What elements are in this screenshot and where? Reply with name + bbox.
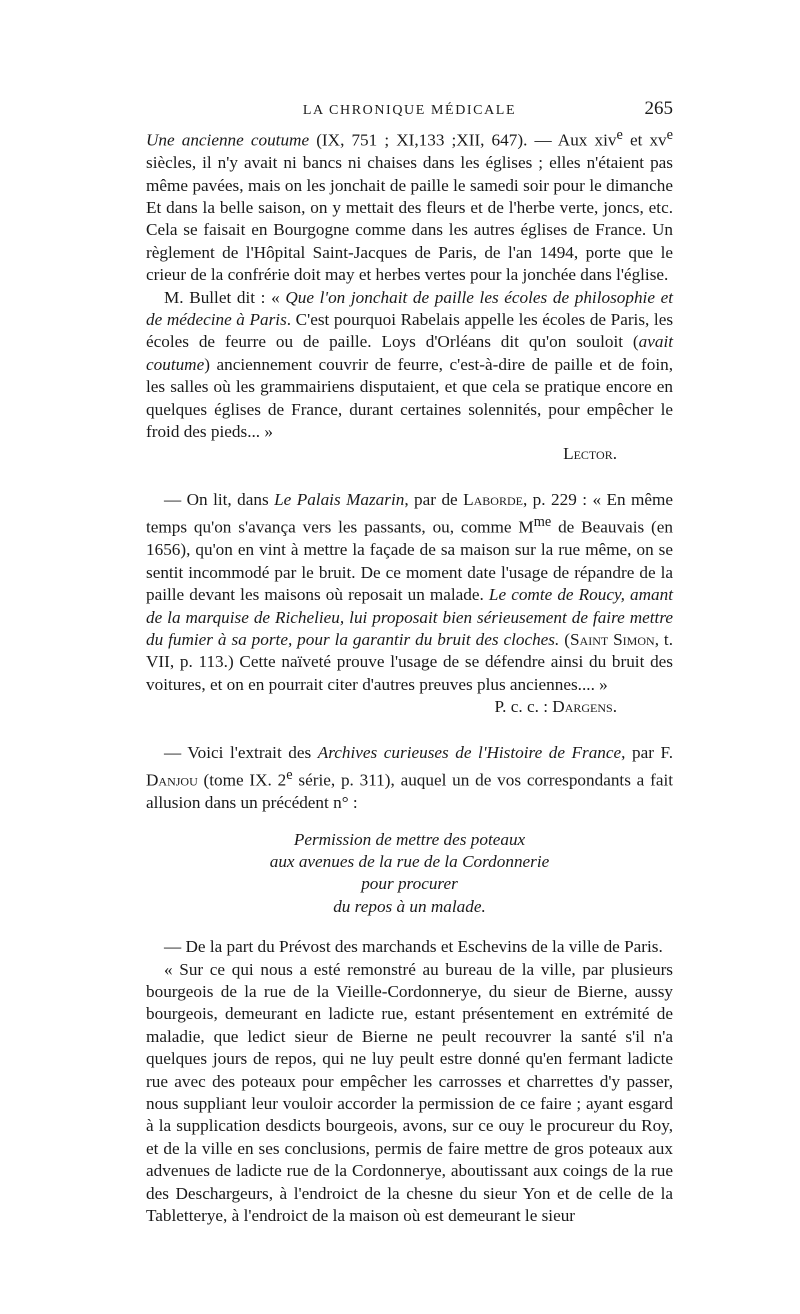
superscript: e — [666, 127, 674, 143]
running-title: LA CHRONIQUE MÉDICALE — [302, 103, 517, 118]
conjunction: et — [622, 130, 650, 150]
cited-author: Saint Simon — [569, 630, 655, 649]
signature-lector: Lector. — [563, 444, 617, 464]
superscript: me — [533, 514, 552, 531]
paragraph-text: (tome IX. 2 — [197, 770, 287, 790]
paragraph-text: M. Bullet dit : « — [164, 287, 286, 307]
paragraph-text: de Beauvais (en 1656), qu'on en vint à mettre la façade de sa maison sur la rue même, on se sentit incommodé par le bruit. De ce moment date l'usage de répandre de la paille devant les maisons où reposait un malade. — [146, 517, 673, 605]
paragraph-palais-mazarin — [146, 489, 673, 696]
quote-italic: Le comte de Roucy, amant de la marquise de Richelieu, lui proposait bien sérieusement de faire mettre du fumier à sa porte, pour la garantir du bruit des cloches. — [146, 585, 674, 649]
paragraph-text: ) anciennement couvrir de feurre, c'est-à-dire de paille et de foin, les salles où les grammairiens disputaient, et que cela se pratique encore en quelques églises de France, durant certaines solennités, pour empêcher le froid des pieds... » — [146, 354, 673, 442]
paragraph-text: , p. 229 : « En même temps qu'on s'avança vers les passants, ou, comme M — [146, 489, 673, 537]
paragraph-archives — [146, 742, 673, 815]
book-page — [146, 98, 673, 1227]
document-title — [146, 829, 673, 919]
quote-italic: avait coutume — [146, 332, 673, 374]
reference: (IX, 751 ; XI,133 ;XII, 647). — Aux — [309, 130, 595, 150]
page-body — [146, 124, 673, 1227]
section-gap — [146, 719, 673, 742]
paragraph-bullet — [146, 287, 673, 444]
title-line: pour procurer — [361, 874, 458, 894]
author-name: Laborde — [463, 489, 523, 509]
title-line: Permission de mettre des poteaux — [293, 829, 526, 849]
page-number: 265 — [644, 98, 673, 119]
title-line: aux avenues de la rue de la Cordonnerie — [269, 851, 550, 871]
paragraph-ancienne-coutume — [146, 124, 673, 287]
paragraph-text: , par de — [404, 489, 464, 509]
paragraph-remonstre: « Sur ce qui nous a esté remonstré au bureau de la ville, par plusieurs bourgeois de la rue de la Vieille-Cordonnerye, du sieur de Bierne, aussy bourgeois, demeurant en ladicte rue, estant présentement en extrémité de maladie, que ledict sieur de Bierne ne peult recouvrer la santé s'il n'a quelques jours de repos, qui ne luy peult estre donné qu'en fermant ladicte rue avec des poteaux pour empêcher les carrosses et charrettes d'y passer, nous suppliant leur vouloir accorder la permission de ce faire ; ayant esgard à la supplication desdicts bourgeois, avons, sur ce ouy le procureur du Roy, et de la ville en ses conclusions, permis de faire mettre de gros poteaux aux advenues de ladicte rue de la Cordonnerye, aboutissant aux coings de la rue des Deschargeurs, à l'endroict de la chesne du sieur Yon et de celle de la Tabletterye, à l'endroict de la maison où est demeurant le sieur — [146, 959, 673, 1226]
title-line: du repos à un malade. — [333, 896, 486, 916]
signature-name: Dargens. — [552, 697, 617, 717]
quote-italic: Que l'on jonchait de paille les écoles de philosophie et de médecine à Paris — [146, 287, 673, 329]
superscript: e — [616, 127, 623, 143]
archives-title: Archives curieuses de l'Histoire de France — [317, 742, 622, 762]
paragraph-text: — Voici l'extrait des — [164, 742, 318, 762]
century-xv: xv — [649, 130, 667, 150]
book-title: Le Palais Mazarin — [274, 489, 405, 509]
section-gap — [146, 466, 673, 489]
article-title: Une ancienne coutume — [146, 130, 310, 150]
signature-prefix: P. c. c. : — [494, 697, 553, 717]
paragraph-text: . C'est pourquoi Rabelais appelle les écoles de Paris, les écoles de feurre ou de paille. Loys d'Orléans dit qu'on souloit ( — [146, 309, 674, 352]
paragraph-prevost: — De la part du Prévost des marchands et Eschevins de la ville de Paris. — [164, 937, 663, 957]
paragraph-text: ( — [559, 630, 570, 649]
superscript: e — [286, 767, 293, 784]
paragraph-text: série, p. 311), auquel un de vos correspondants a fait allusion dans un précédent n° : — [146, 770, 673, 813]
author-name: Danjou — [146, 770, 198, 790]
signature-dargens — [146, 696, 673, 718]
page-header — [146, 98, 673, 124]
paragraph-text: , par F. — [621, 742, 673, 762]
century-xiv: xiv — [594, 130, 617, 150]
paragraph-text: , t. VII, p. 113.) Cette naïveté prouve l'usage de se défendre ainsi du bruit des voitures, et on en pourrait citer d'autres preuves plus anciennes.... » — [146, 630, 673, 694]
paragraph-text: — On lit, dans — [164, 489, 275, 509]
paragraph-text: siècles, il n'y avait ni bancs ni chaises dans les églises ; elles n'étaient pas même pavées, mais on les jonchait de paille le samedi soir pour le dimanche Et dans la belle saison, on y mettait des fleurs et de l'herbe verte, joncs, etc. Cela se faisait en Bourgogne comme dans les autres églises de France. Un règlement de l'Hôpital Saint-Jacques de Paris, de l'an 1494, porte que le crieur de la confrérie doit may et herbes vertes pour la jonchée dans l'église. — [146, 153, 673, 285]
